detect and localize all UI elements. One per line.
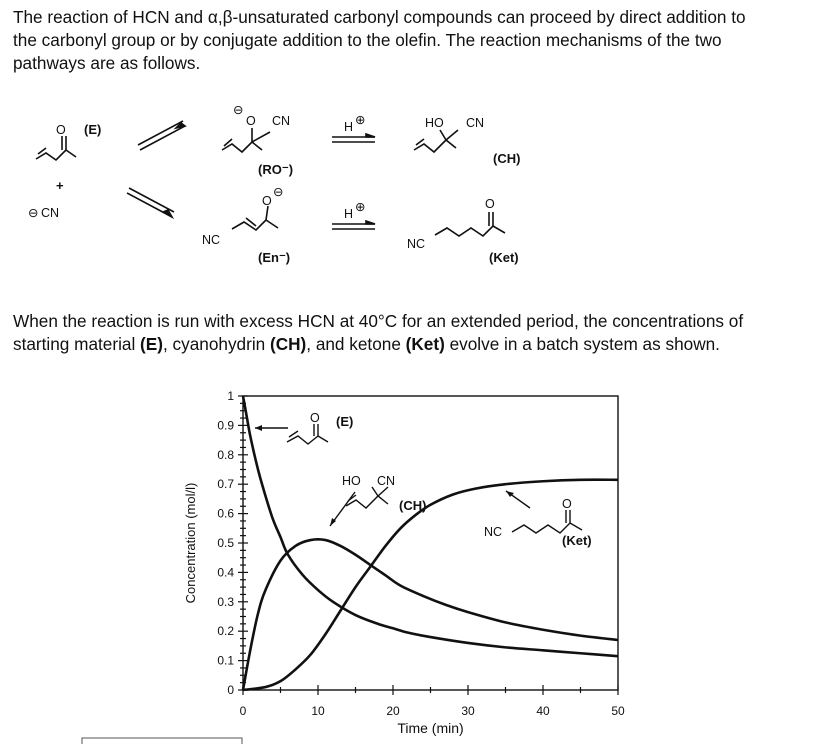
label-E-scheme: (E): [84, 122, 102, 137]
atom-CN-reagent: CN: [41, 206, 60, 220]
label-RO: (RO⁻): [258, 162, 294, 177]
atom-H-bottom: H: [344, 207, 354, 221]
atom-O-Ket: O: [485, 197, 495, 211]
anno-label-Ket: (Ket): [562, 533, 592, 548]
atom-H-top: H: [344, 120, 354, 134]
anno-atom-CN: CN: [377, 474, 396, 488]
plus-charge-icon: ⊕: [355, 113, 366, 127]
y-tick-label: 1: [227, 389, 234, 403]
y-tick-label: 0.7: [217, 477, 234, 492]
anno-label-CH: (CH): [399, 498, 427, 513]
label-En: (En⁻): [258, 250, 291, 265]
label-CH-scheme: (CH): [493, 151, 521, 166]
y-tick-label: 0.1: [217, 653, 234, 668]
anno-atom-O-Ket: O: [562, 497, 572, 511]
series-line-E: [243, 396, 618, 656]
label-Ket: (Ket): [405, 334, 445, 354]
plus-charge-icon: ⊕: [355, 200, 366, 214]
y-tick-label: 0: [227, 683, 234, 697]
atom-O-En: O: [262, 194, 272, 208]
y-tick-label: 0.6: [217, 506, 234, 521]
atom-CN-RO: CN: [272, 114, 291, 128]
anno-label-E: (E): [336, 414, 354, 429]
intro-line-3: pathways are as follows.: [13, 53, 201, 73]
axis-ticks: [217, 389, 625, 718]
x-tick-label: 40: [536, 704, 550, 718]
y-tick-label: 0.5: [217, 536, 234, 550]
intro-line-1: The reaction of HCN and α,β-unsaturated carbonyl compounds can proceed by direct addition to: [13, 7, 746, 27]
atom-NC-Ket: NC: [407, 237, 426, 251]
y-tick-label: 0.3: [217, 594, 234, 609]
intro-line-2: the carbonyl group or by conjugate addition to the olefin. The reaction mechanisms of the two: [13, 30, 722, 50]
x-tick-label: 0: [239, 704, 247, 718]
anno-atom-O-E: O: [310, 411, 320, 425]
observation-paragraph: When the reaction is run with excess HCN at 40°C for an extended period, the concentrations of starting material (E), cyanohydrin (CH), and ketone (Ket) evolve in a batch system as shown.: [13, 311, 744, 354]
x-tick-label: 20: [386, 704, 400, 718]
y-tick-label: 0.2: [217, 624, 234, 639]
x-axis-label: Time (min): [397, 720, 464, 736]
label-CH: (CH): [269, 334, 307, 354]
y-tick-label: 0.9: [217, 418, 234, 433]
atom-CN-CH: CN: [466, 116, 485, 130]
chart-annotations: [255, 424, 582, 533]
minus-charge-icon: ⊖: [273, 185, 284, 199]
y-tick-label: 0.4: [217, 565, 234, 580]
atom-O-RO: O: [246, 114, 256, 128]
y-tick-label: 0.8: [217, 447, 234, 462]
atom-O-E: O: [56, 123, 66, 137]
minus-charge-icon: ⊖: [233, 103, 244, 117]
x-tick-label: 30: [461, 704, 475, 718]
label-E: (E): [140, 334, 163, 354]
label-Ket-scheme: (Ket): [489, 250, 519, 265]
atom-NC-En: NC: [202, 233, 221, 247]
observation-line-1: When the reaction is run with excess HCN at 40°C for an extended period, the concentrations of: [13, 311, 744, 331]
series-line-Ket: [243, 480, 618, 690]
atom-HO-CH: HO: [425, 116, 444, 130]
y-axis-label: Concentration (mol/l): [183, 482, 198, 604]
plus-sign: +: [56, 178, 64, 193]
x-tick-label: 10: [311, 704, 325, 718]
anno-atom-NC: NC: [484, 525, 503, 539]
anno-atom-HO: HO: [342, 474, 361, 488]
minus-charge-icon: ⊖: [28, 206, 39, 220]
x-tick-label: 50: [611, 704, 625, 718]
